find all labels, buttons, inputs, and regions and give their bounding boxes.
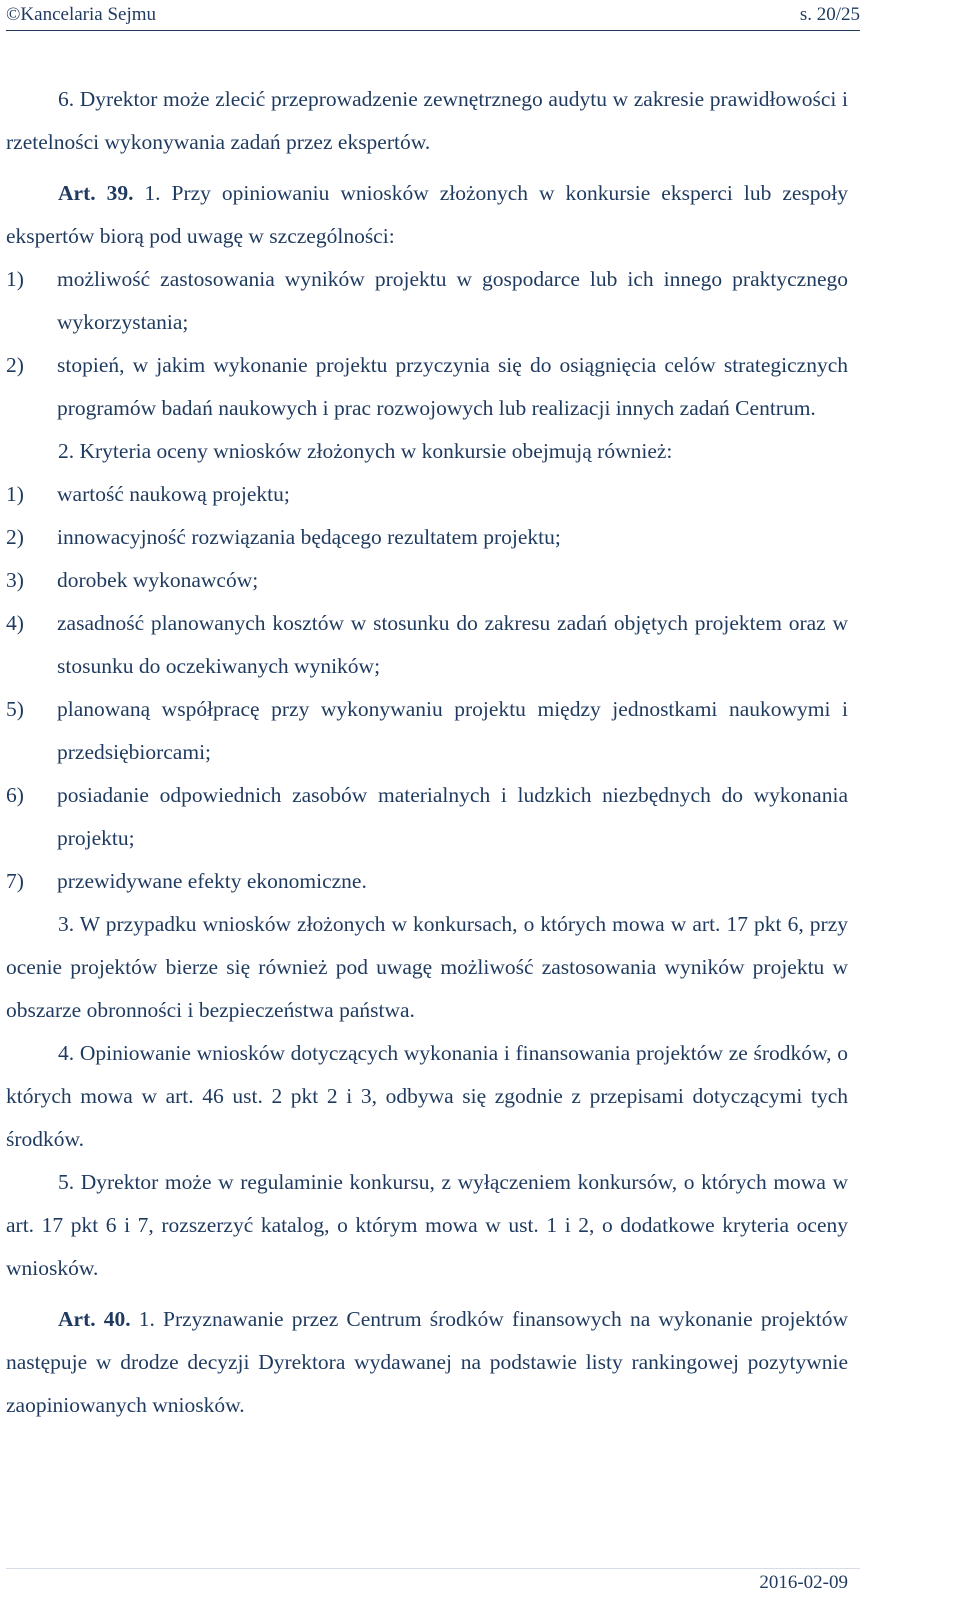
document-body: [6, 78, 848, 1427]
list-number: 6): [6, 783, 24, 807]
list-number: 1): [6, 267, 24, 291]
header-divider: [6, 30, 860, 31]
page-number: s. 20/25: [799, 4, 860, 25]
list2-item-1: [6, 473, 848, 516]
list-text: wartość naukową projektu;: [57, 482, 290, 506]
list-text: dorobek wykonawców;: [57, 568, 259, 592]
list2-item-6: [6, 774, 848, 860]
footer-divider: [6, 1568, 860, 1569]
list2-item-5: [6, 688, 848, 774]
list-number: 3): [6, 568, 24, 592]
list-text: przewidywane efekty ekonomiczne.: [57, 869, 367, 893]
list-number: 5): [6, 697, 24, 721]
paragraph-6: 6. Dyrektor może zlecić przeprowadzenie zewnętrznego audytu w zakresie prawidłowości i rzetelności wykonywania zadań przez ekspertów.: [6, 87, 848, 154]
list-text: planowaną współpracę przy wykonywaniu projektu między jednostkami naukowymi i przedsiębiorcami;: [57, 697, 848, 764]
list-number: 4): [6, 611, 24, 635]
article-40-text: 1. Przyznawanie przez Centrum środków finansowych na wykonanie projektów następuje w drodze decyzji Dyrektora wydawanej na podstawie listy rankingowej pozytywnie zaopiniowanych wniosków.: [6, 1307, 849, 1417]
copyright-label: ©Kancelaria Sejmu: [6, 4, 157, 25]
footer-date: 2016-02-09: [759, 1572, 848, 1593]
article-40-paragraph-1: [6, 1298, 848, 1427]
page-header: [6, 0, 860, 30]
article-40-label: Art. 40.: [58, 1307, 131, 1331]
paragraph-4: 4. Opiniowanie wniosków dotyczących wykonania i finansowania projektów ze środków, o których mowa w art. 46 ust. 2 pkt 2 i 3, odbywa się zgodnie z przepisami dotyczącymi tych środków.: [6, 1041, 848, 1151]
list-text: zasadność planowanych kosztów w stosunku do zakresu zadań objętych projektem oraz w stosunku do oczekiwanych wyników;: [57, 611, 848, 678]
paragraph-3: 3. W przypadku wniosków złożonych w konkursach, o których mowa w art. 17 pkt 6, przy ocenie projektów bierze się również pod uwagę możliwość zastosowania wyników projektu w obszarze obronności i bezpieczeństwa państwa.: [6, 912, 848, 1022]
list-number: 7): [6, 869, 24, 893]
list-number: 2): [6, 525, 24, 549]
list2-item-7: [6, 860, 848, 903]
list2-item-3: [6, 559, 848, 602]
list-text: innowacyjność rozwiązania będącego rezultatem projektu;: [57, 525, 561, 549]
paragraph-5: 5. Dyrektor może w regulaminie konkursu, z wyłączeniem konkursów, o których mowa w art. 17 pkt 6 i 7, rozszerzyć katalog, o którym mowa w ust. 1 i 2, o dodatkowe kryteria oceny wniosków.: [6, 1170, 848, 1280]
list-text: możliwość zastosowania wyników projektu w gospodarce lub ich innego praktycznego wykorzystania;: [57, 267, 848, 334]
article-39-label: Art. 39.: [58, 181, 134, 205]
list-number: 1): [6, 482, 24, 506]
list-text: posiadanie odpowiednich zasobów materialnych i ludzkich niezbędnych do wykonania projektu;: [57, 783, 848, 850]
article-39-paragraph-1: [6, 172, 848, 258]
list1-item-2: [6, 344, 848, 430]
paragraph-2: 2. Kryteria oceny wniosków złożonych w konkursie obejmują również:: [58, 439, 673, 463]
article-39-text: 1. Przy opiniowaniu wniosków złożonych w konkursie eksperci lub zespoły ekspertów biorą pod uwagę w szczególności:: [6, 181, 848, 248]
list1-item-1: [6, 258, 848, 344]
list-text: stopień, w jakim wykonanie projektu przyczynia się do osiągnięcia celów strategicznych programów badań naukowych i prac rozwojowych lub realizacji innych zadań Centrum.: [57, 353, 848, 420]
list2-item-4: [6, 602, 848, 688]
list-number: 2): [6, 353, 24, 377]
list2-item-2: [6, 516, 848, 559]
